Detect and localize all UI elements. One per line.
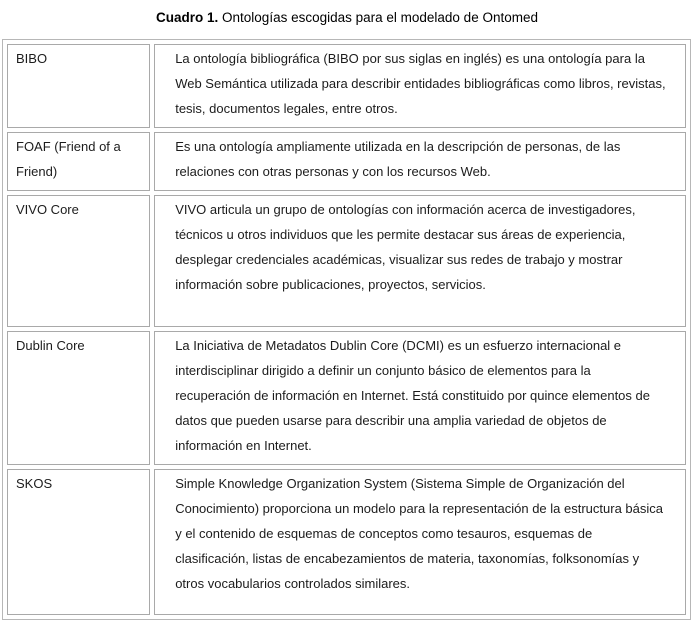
table-row: [7, 469, 686, 615]
ontology-name-cell: VIVO Core: [7, 195, 150, 327]
caption-title: Ontologías escogidas para el modelado de Ontomed: [218, 10, 538, 25]
ontology-name-cell: BIBO: [7, 44, 150, 128]
table-row: [7, 44, 686, 128]
table-caption: [2, 10, 692, 26]
ontology-description-cell: Es una ontología ampliamente utilizada en la descripción de personas, de las relaciones con otras personas y con los recursos Web.: [154, 132, 686, 191]
ontologies-table: [2, 39, 691, 620]
caption-label: Cuadro 1.: [156, 10, 219, 25]
table-row: [7, 331, 686, 465]
ontology-name-cell: FOAF (Friend of a Friend): [7, 132, 150, 191]
ontology-name-cell: Dublin Core: [7, 331, 150, 465]
ontology-description-cell: La ontología bibliográfica (BIBO por sus siglas en inglés) es una ontología para la Web Semántica utilizada para describir entidades bibliográficas como libros, revistas, tesis, documentos legales, entre otros.: [154, 44, 686, 128]
ontology-name-cell: SKOS: [7, 469, 150, 615]
ontology-description-cell: La Iniciativa de Metadatos Dublin Core (DCMI) es un esfuerzo internacional e interdisciplinar dirigido a definir un conjunto básico de elementos para la recuperación de información en Internet. Está constituido por quince elementos de datos que pueden usarse para describir una amplia variedad de objetos de información en Internet.: [154, 331, 686, 465]
ontology-description-cell: Simple Knowledge Organization System (Sistema Simple de Organización del Conocimiento) proporciona un modelo para la representación de la estructura básica y el contenido de esquemas de conceptos como tesauros, esquemas de clasificación, listas de encabezamientos de materia, taxonomías, folksonomías y otros vocabularios controlados similares.: [154, 469, 686, 615]
ontology-description-cell: VIVO articula un grupo de ontologías con información acerca de investigadores, técnicos u otros individuos que les permite destacar sus áreas de experiencia, desplegar credenciales académicas, visualizar sus redes de trabajo y mostrar información sobre publicaciones, proyectos, servicios.: [154, 195, 686, 327]
table-row: [7, 195, 686, 327]
table-row: [7, 132, 686, 191]
